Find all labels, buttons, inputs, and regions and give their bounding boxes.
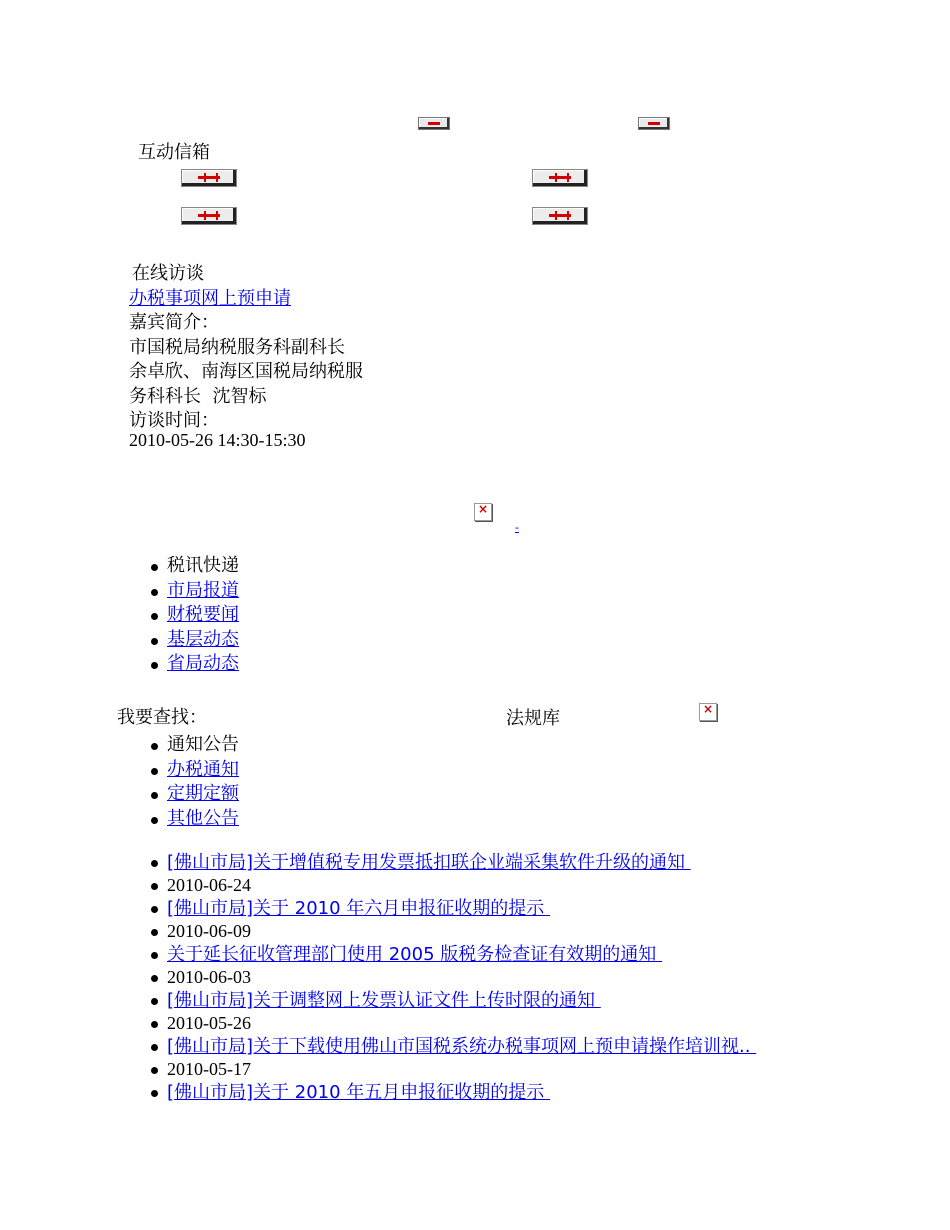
tab-tax-notices[interactable]: 办税通知 bbox=[117, 758, 239, 783]
tab-province[interactable]: 省局动态 bbox=[117, 652, 239, 677]
tab-notices[interactable]: 通知公告 bbox=[117, 733, 239, 758]
notice-item[interactable]: [佛山市局]关于 2010 年六月申报征收期的提示 bbox=[117, 897, 756, 920]
broken-image-icon bbox=[418, 117, 450, 130]
interview-link[interactable]: 办税事项网上预申请 bbox=[129, 288, 291, 309]
mailbox-button-2[interactable] bbox=[532, 169, 588, 187]
notice-item[interactable]: 关于延长征收管理部门使用 2005 版税务检查证有效期的通知 bbox=[117, 943, 756, 966]
notice-date: 2010-06-09 bbox=[117, 920, 756, 943]
tab-other-notices[interactable]: 其他公告 bbox=[117, 807, 239, 832]
notice-item[interactable]: [佛山市局]关于下载使用佛山市国税系统办税事项网上预申请操作培训视.. bbox=[117, 1035, 756, 1058]
tab-city-report[interactable]: 市局报道 bbox=[117, 579, 239, 604]
search-label: 我要查找： bbox=[117, 707, 207, 728]
tab-tax-news[interactable]: 税讯快递 bbox=[117, 554, 239, 579]
search-go-button[interactable]: × bbox=[699, 703, 717, 721]
notice-date: 2010-05-17 bbox=[117, 1058, 756, 1081]
time-value: 2010-05-26 14:30-15:30 bbox=[129, 430, 306, 450]
guest-label: 嘉宾简介： bbox=[129, 312, 219, 333]
notice-item[interactable]: [佛山市局]关于 2010 年五月申报征收期的提示 bbox=[117, 1081, 756, 1104]
broken-image-icon[interactable]: × bbox=[474, 503, 492, 521]
tab-grassroots[interactable]: 基层动态 bbox=[117, 628, 239, 653]
notice-list bbox=[117, 851, 756, 1104]
mailbox-button-4[interactable] bbox=[532, 207, 588, 225]
time-label: 访谈时间： bbox=[129, 410, 219, 431]
notice-date: 2010-05-26 bbox=[117, 1012, 756, 1035]
interview-title: 在线访谈 bbox=[132, 263, 204, 284]
notice-item[interactable]: [佛山市局]关于调整网上发票认证文件上传时限的通知 bbox=[117, 989, 756, 1012]
broken-image-icon bbox=[638, 117, 670, 130]
guest-line: 务科科长 沈智标 bbox=[129, 386, 267, 407]
notice-item[interactable]: [佛山市局]关于增值税专用发票抵扣联企业端采集软件升级的通知 bbox=[117, 851, 756, 874]
search-select[interactable]: 法规库 bbox=[506, 708, 560, 728]
mailbox-button-1[interactable] bbox=[181, 169, 237, 187]
mailbox-title: 互动信箱 bbox=[138, 142, 210, 163]
center-link[interactable]: - bbox=[515, 520, 519, 534]
guest-line: 市国税局纳税服务科副科长 bbox=[129, 337, 345, 358]
news-tabs bbox=[117, 554, 239, 677]
notice-date: 2010-06-03 bbox=[117, 966, 756, 989]
notice-date: 2010-06-24 bbox=[117, 874, 756, 897]
guest-line: 余卓欣、南海区国税局纳税服 bbox=[129, 361, 363, 382]
mailbox-button-3[interactable] bbox=[181, 207, 237, 225]
tab-finance-news[interactable]: 财税要闻 bbox=[117, 603, 239, 628]
tab-fixed-quota[interactable]: 定期定额 bbox=[117, 782, 239, 807]
notice-tabs bbox=[117, 733, 239, 831]
